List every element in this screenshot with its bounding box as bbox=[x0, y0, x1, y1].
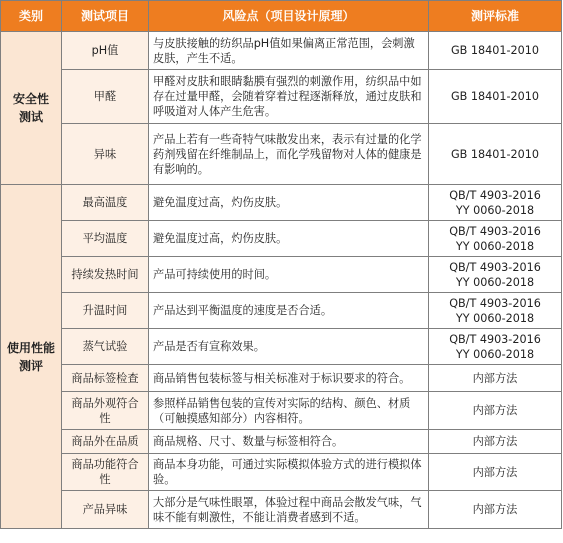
standard: 内部方法 bbox=[429, 491, 562, 529]
header-standard: 测评标准 bbox=[429, 1, 562, 32]
risk-description: 参照样品销售包装的宣传对实际的结构、颜色、材质（可触摸感知部分）内容相符。 bbox=[149, 392, 429, 430]
table-row bbox=[1, 365, 562, 392]
risk-description: 大部分是气味性眼罩，体验过程中商品会散发气味，气味不能有刺激性，不能让消费者感到不适。 bbox=[149, 491, 429, 529]
test-item: 商品标签检查 bbox=[62, 365, 149, 392]
risk-description: 产品上若有一些奇特气味散发出来，表示有过量的化学药剂残留在纤维制品上，而化学残留物对人体的健康是有影响的。 bbox=[149, 124, 429, 185]
table-row bbox=[1, 293, 562, 329]
table-row bbox=[1, 70, 562, 124]
standard: 内部方法 bbox=[429, 454, 562, 491]
risk-description: 产品是否有宣称效果。 bbox=[149, 329, 429, 365]
test-item: 持续发热时间 bbox=[62, 257, 149, 293]
header-risk-point: 风险点（项目设计原理） bbox=[149, 1, 429, 32]
test-item: 商品外观符合性 bbox=[62, 392, 149, 430]
test-item: 蒸气试验 bbox=[62, 329, 149, 365]
risk-description: 商品销售包装标签与相关标准对于标识要求的符合。 bbox=[149, 365, 429, 392]
risk-description: 与皮肤接触的纺织品pH值如果偏离正常范围，会刺激皮肤，产生不适。 bbox=[149, 32, 429, 70]
standard: GB 18401-2010 bbox=[429, 70, 562, 124]
standard: QB/T 4903-2016 YY 0060-2018 bbox=[429, 185, 562, 221]
standard: QB/T 4903-2016 YY 0060-2018 bbox=[429, 221, 562, 257]
table-row bbox=[1, 32, 562, 70]
header-category: 类别 bbox=[1, 1, 62, 32]
header-test-item: 测试项目 bbox=[62, 1, 149, 32]
table-row bbox=[1, 185, 562, 221]
header-row bbox=[1, 1, 562, 32]
test-item: 产品异味 bbox=[62, 491, 149, 529]
table-row bbox=[1, 257, 562, 293]
standard: 内部方法 bbox=[429, 430, 562, 454]
test-item: 甲醛 bbox=[62, 70, 149, 124]
test-item: 商品功能符合性 bbox=[62, 454, 149, 491]
standard: QB/T 4903-2016 YY 0060-2018 bbox=[429, 293, 562, 329]
test-item: 最高温度 bbox=[62, 185, 149, 221]
test-item: 商品外在品质 bbox=[62, 430, 149, 454]
risk-description: 产品可持续使用的时间。 bbox=[149, 257, 429, 293]
standard: GB 18401-2010 bbox=[429, 32, 562, 70]
table-row bbox=[1, 454, 562, 491]
table-row bbox=[1, 221, 562, 257]
standard: QB/T 4903-2016 YY 0060-2018 bbox=[429, 329, 562, 365]
table-row bbox=[1, 491, 562, 529]
risk-description: 避免温度过高，灼伤皮肤。 bbox=[149, 185, 429, 221]
test-item: 升温时间 bbox=[62, 293, 149, 329]
test-item: pH值 bbox=[62, 32, 149, 70]
standard: QB/T 4903-2016 YY 0060-2018 bbox=[429, 257, 562, 293]
category-performance: 使用性能 测评 bbox=[1, 185, 62, 529]
category-safety: 安全性 测试 bbox=[1, 32, 62, 185]
risk-description: 商品本身功能，可通过实际模拟体验方式的进行模拟体验。 bbox=[149, 454, 429, 491]
risk-description: 甲醛对皮肤和眼睛黏膜有强烈的刺激作用，纺织品中如存在过量甲醛，会随着穿着过程逐渐释放，通过皮肤和呼吸道对人体产生危害。 bbox=[149, 70, 429, 124]
risk-description: 商品规格、尺寸、数量与标签相符合。 bbox=[149, 430, 429, 454]
test-item: 异味 bbox=[62, 124, 149, 185]
table-row bbox=[1, 124, 562, 185]
table-row bbox=[1, 329, 562, 365]
standard: 内部方法 bbox=[429, 365, 562, 392]
test-item: 平均温度 bbox=[62, 221, 149, 257]
risk-description: 避免温度过高，灼伤皮肤。 bbox=[149, 221, 429, 257]
standard: 内部方法 bbox=[429, 392, 562, 430]
standard: GB 18401-2010 bbox=[429, 124, 562, 185]
risk-description: 产品达到平衡温度的速度是否合适。 bbox=[149, 293, 429, 329]
table-row bbox=[1, 430, 562, 454]
table-row bbox=[1, 392, 562, 430]
